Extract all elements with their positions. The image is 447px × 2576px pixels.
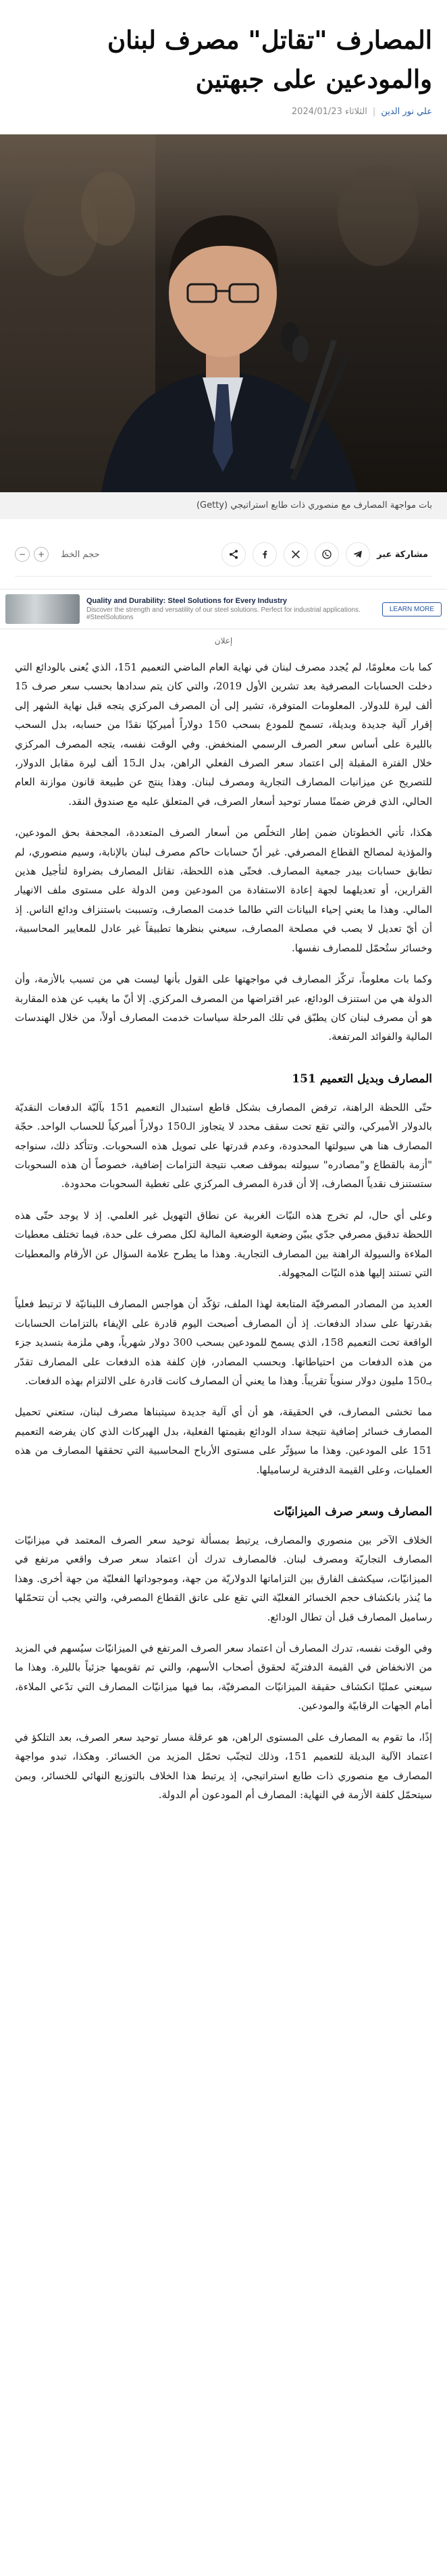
article-body xyxy=(0,658,447,1804)
whatsapp-icon[interactable] xyxy=(315,542,339,567)
paragraph: كما بات معلومًا، لم يُجدد مصرف لبنان في نهاية العام الماضي التعميم 151، الذي يُعنى بالودائع التي دخلت الحسابات المصرفية بعد تشرين الأول 2019، والتي كان يتم سدادها بحسب سعر صرف 15 ألف ليرة للدولار. المعلومات المتوفرة، تشير إلى أن المصرف المركزي يتجه قبل نهاية الشهر إلى إقرار آلية جديدة وبديلة، تسمح للمودع بسحب 150 دولاراً أميركيًا نقدًا من حسابه، بدل السحب بالليرة على أساس سعر الصرف الرسمي المنخفض. وفي الوقت نفسه، يتجه المصرف المركزي خلال الفترة المقبلة إلى اعتماد سعر الصرف الفعلي الراهن، بدل الـ15 ألف ليرة مقابل الدولار، للتصريح عن ميزانيات المصارف التجارية ومصرف لبنان. وهذا ينتج عن طبيعة قانون موازنة العام الحالي، الذي فرض ضمنًا مسار توحيد أسعار الصرف، في المتعلق عليه مع صندوق النقد. xyxy=(15,661,432,808)
font-size-label: حجم الخط xyxy=(61,549,100,560)
paragraph: الخلاف الآخر بين منصوري والمصارف، يرتبط بمسألة توحيد سعر الصرف المعتمد في ميزانيّات المصارف التجاريّة ومصرف لبنان. فالمصارف تدرك أن اعتماد سعر صرف واقعي مرتفع في الميزانيّات، سيكشف الفارق بين التزاماتها الدولاريّة من جهة، وموجوداتها الفعليّة من جهة أخرى. وهذا ما يُنذر بانكشاف حجم الخسائر الفعليّة التي تقع على عاتق القطاع المصرفي، والتي يجب أن تتحمّلها رساميل المصارف قبل أن تطال الودائع. xyxy=(15,1534,432,1623)
ad-label: إعلان xyxy=(214,636,233,646)
article-meta xyxy=(0,99,447,117)
share-buttons xyxy=(221,542,432,567)
font-size-buttons xyxy=(15,547,49,562)
paragraph: العديد من المصادر المصرفيّة المتابعة لهذا الملف، تؤكّد أن هواجس المصارف اللبنانيّة لا ترتبط فعلياً بقدرتها على سداد الدفعات. إذ أن المصارف أصبحت اليوم قادرة على الإيفاء بالتزامات الحسابات الواقعة تحت التعميم 158، الذي يسمح للمودعين بسحب 300 دولار شهرياً، وهي ملزمة بتسديد جزء من هذه الدفعات من احتياطاتها. وبحسب المصادر، فإن كلفة هذه الدفعات على المصارف تقدّر بـ150 مليون دولار سنوياً تقريباً. وهذا ما يعني أن المصارف كانت قادرة على الالتزام بهذه الدفعات. xyxy=(15,1298,432,1387)
author-link[interactable]: علي نور الدين xyxy=(381,107,432,117)
telegram-icon[interactable] xyxy=(346,542,370,567)
paragraph: وكما بات معلوماً، تركّز المصارف في مواجهتها على القول بأنها ليست هي من تسبب بالأزمة، وأن الدولة هي من استنزف الودائع، عبر اقتراضها من المصرف المركزي. إلا أنّ ما يغيب عن هذه المقاربة هو أن مصرف لبنان كان يطبّق في تلك المرحلة سياسات خدمت المصارف أولاً، من خلال الهندسات المالية والفوائد المرتفعة. xyxy=(15,973,432,1043)
meta-separator: | xyxy=(372,107,376,117)
paragraph: وفي الوقت نفسه، تدرك المصارف أن اعتماد سعر الصرف المرتفع في الميزانيّات سيُسهم في المزيد من الانخفاض في القيمة الدفتريّة لحقوق أصحاب الأسهم، والتي تم تقويمها جزئياً بالليرة. وهذا ما سيعني عمليًا انكشاف حقيقة الميزانيّات المصرفيّة، بما فيها ميزانيّات المصارف التي تدّعي الملاءة، أمام الجهات الرقابيّة والمودعين. xyxy=(15,1642,432,1712)
font-decrease-icon[interactable]: − xyxy=(15,547,30,562)
advertisement-banner[interactable] xyxy=(0,589,447,629)
ad-text xyxy=(80,597,382,621)
ad-image xyxy=(5,594,80,624)
publish-date: الثلاثاء 2024/01/23 xyxy=(291,107,367,117)
paragraph: وعلى أي حال، لم تخرج هذه النيّات الغربية عن نطاق التهويل غير العلمي. إذ لا يوجد حتّى هذه اللحظة تدقيق مصرفي جدّي يبيّن وضعية الوضعية المالية لكل مصرف على حدة، فيما تختلف معطيات الملاءة والسيولة الراهنة بين المصارف التجارية. وهذا ما يطرح علامة السؤال عن الأرقام والمعطيات التي تستند إليها هذه النيّات المجهولة. xyxy=(15,1209,432,1279)
font-increase-icon[interactable]: + xyxy=(34,547,49,562)
ad-title: Quality and Durability: Steel Solutions for Every Industry xyxy=(86,597,288,605)
share-icon[interactable] xyxy=(221,542,246,567)
share-label: مشاركة عبر xyxy=(377,549,428,560)
share-bar xyxy=(15,540,432,577)
section-heading: المصارف وبديل التعميم 151 xyxy=(292,1072,432,1086)
paragraph: هكذا، تأتي الخطوتان ضمن إطار التخلّص من أسعار الصرف المتعددة، المجحفة بحق المودعين، والمؤذية لمصالح القطاع المصرفي. غير أنّ حسابات حاكم مصرف لبنان بالإنابة، وسيم منصوري، لم تطابق حسابات بيدر جمعية المصارف. فحتّى هذه اللحظة، تقاتل المصارف بضراوة لتأجيل هذين القرارين، أو تعديلهما لجهة إعادة الاستفادة من المودعين ومن الدولة على مستوى ملف الانهيار المالي. وهذا ما يعني إحياء البيانات التي طالما خدمت المصارف، وتسببت باستنزاف ودائع الناس. إذ أن أيّ تعديل لا يصب في مصلحة المصارف، سيعني بنظرها تطبيقاً غير عادل للمعايير المحاسبية، وخسائر ستُحمّل للمصارف نفسها. xyxy=(15,826,432,954)
image-caption: بات مواجهة المصارف مع منصوري ذات طابع استراتيجي (Getty) xyxy=(0,492,447,519)
paragraph: إذًا، ما تقوم به المصارف على المستوى الراهن، هو عرقلة مسار توحيد سعر الصرف، بعد التلكؤ في اعتماد الآلية البديلة للتعميم 151، وذلك لتجنّب تحمّل المزيد من الخسائر. وهكذا، تبدو مواجهة المصارف مع منصوري ذات طابع استراتيجي، إذ يرتبط هذا الخلاف بالتوزيع النهائي للخسائر، وبمن سيتحمّل كلفة الأزمة في النهاية: المصارف أم المودعون أم الدولة. xyxy=(15,1731,432,1801)
facebook-icon[interactable] xyxy=(253,542,277,567)
ad-cta-button[interactable]: LEARN MORE xyxy=(382,602,442,616)
x-icon[interactable] xyxy=(284,542,308,567)
paragraph: حتّى اللحظة الراهنة، ترفض المصارف بشكل قاطع استبدال التعميم 151 بآليّة الدفعات النقديّة بالدولار الأميركي، والتي تقع تحت سقف محدد لا يتجاوز الـ150 دولاراً أميركياً للحساب الواحد. حجّة المصارف هنا هي سيولتها المحدودة، وعدم قدرتها على تمويل هذه السحوبات. وتتأكد ذلك، سنواجه "أزمة بالقطاع و"مصادره" سيولته بموقف صعب نتيجة التزامات إضافية، خصوصاً أن هذه السحوبات ستستنزف نقدياً المصارف، إلا أن قدرة المصرف المركزي على تغطية السحوبات محدودة. xyxy=(15,1101,433,1190)
section-heading: المصارف وسعر صرف الميزانيّات xyxy=(273,1505,432,1519)
paragraph: مما تخشى المصارف، في الحقيقة، هو أن أي آلية جديدة سيتبناها مصرف لبنان، ستعني تحميل المصارف خسائر إضافية نتيجة سداد الودائع بقيمتها الفعلية، بدل الهيركات الذي كان يفرضه التعميم 151 على المودعين. وهذا ما سيؤثّر على مستوى الأرباح المحاسبية التي تحققها المصارف من هذه العمليات، وعلى القيمة الدفترية لرساميلها. xyxy=(15,1406,432,1476)
ad-description: Discover the strength and versatility of our steel solutions. Perfect for industrial applications. #SteelSolutions xyxy=(86,606,361,621)
speaker-illustration xyxy=(0,134,447,492)
font-size-controls xyxy=(15,547,100,562)
article-title: المصارف "تقاتل" مصرف لبنان والمودعين على جبهتين xyxy=(107,25,432,94)
hero-image xyxy=(0,134,447,492)
